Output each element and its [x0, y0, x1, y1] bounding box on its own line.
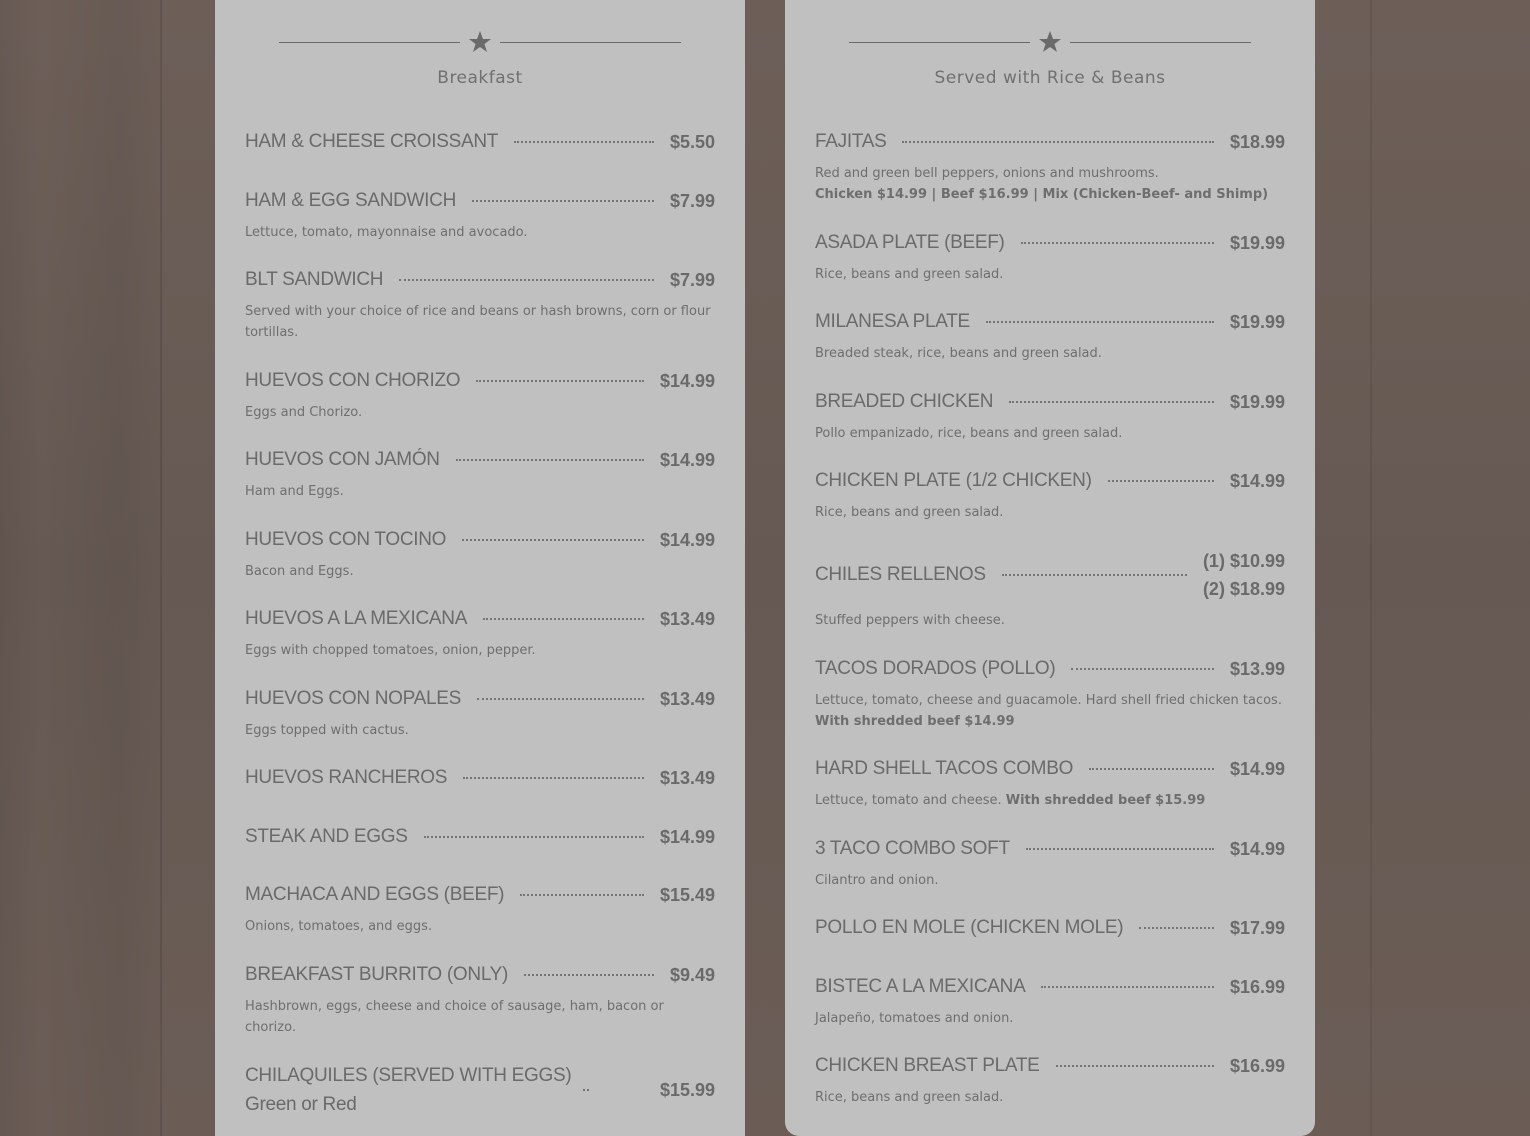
item-price: $13.49 — [659, 608, 715, 629]
dotted-leader — [524, 974, 654, 976]
dotted-leader — [1139, 927, 1214, 929]
item-name: ASADA PLATE (BEEF) — [815, 232, 1005, 253]
dotted-leader — [514, 141, 654, 143]
item-price: $19.99 — [1229, 311, 1285, 332]
dotted-leader — [1056, 1065, 1214, 1067]
item-name: HUEVOS CON NOPALES — [245, 688, 461, 709]
dotted-leader — [583, 1089, 589, 1091]
item-name: MILANESA PLATE — [815, 311, 970, 332]
section-heading: Served with Rice & Beans — [934, 68, 1166, 88]
star-icon — [468, 30, 492, 54]
item-price: (1) $10.99 — [1202, 551, 1285, 571]
menu-item — [815, 973, 1285, 1029]
item-price: $17.99 — [1229, 917, 1285, 938]
menu-item — [245, 526, 715, 582]
menu-item — [815, 128, 1285, 205]
item-price: $16.99 — [1229, 976, 1285, 997]
item-name: CHICKEN BREAST PLATE — [815, 1055, 1040, 1076]
item-name: MACHACA AND EGGS (BEEF) — [245, 884, 505, 905]
item-description: Lettuce, tomato, mayonnaise and avocado. — [245, 225, 528, 240]
item-price: $16.99 — [1229, 1055, 1285, 1076]
item-name: HUEVOS RANCHEROS — [245, 767, 448, 788]
dotted-leader — [1009, 401, 1214, 403]
item-description — [815, 163, 1285, 205]
section-heading: Breakfast — [437, 68, 523, 88]
divider-line — [849, 42, 1030, 43]
item-name: BLT SANDWICH — [245, 269, 384, 290]
desc-text: Lettuce, tomato, cheese and guacamole. Hard shell fried chicken tacos. — [815, 693, 1282, 708]
item-name: BISTEC A LA MEXICANA — [815, 976, 1026, 997]
menu-item — [815, 914, 1285, 942]
item-name: TACOS DORADOS (POLLO) — [815, 658, 1056, 679]
item-name: STEAK AND EGGS — [245, 826, 408, 847]
item-price: $14.99 — [1229, 838, 1285, 859]
menu-item — [815, 229, 1285, 285]
wood-grain — [1370, 0, 1372, 1136]
divider-line — [1070, 42, 1251, 43]
item-description: Served with your choice of rice and beans or hash browns, corn or flour tortillas. — [245, 304, 711, 340]
item-name: HUEVOS CON TOCINO — [245, 529, 447, 550]
item-name: CHILES RELLENOS — [815, 564, 986, 585]
item-name: CHICKEN PLATE (1/2 CHICKEN) — [815, 470, 1092, 491]
menu-panel-breakfast — [215, 0, 745, 1136]
menu-item — [815, 308, 1285, 364]
dotted-leader — [477, 698, 644, 700]
item-name: POLLO EN MOLE (CHICKEN MOLE) — [815, 917, 1124, 938]
item-price: $7.99 — [669, 190, 715, 211]
item-name: BREADED CHICKEN — [815, 391, 994, 412]
item-name: HAM & EGG SANDWICH — [245, 190, 457, 211]
menu-item — [245, 187, 715, 243]
item-price: $7.99 — [669, 269, 715, 290]
dotted-leader — [462, 539, 644, 541]
dotted-leader — [1071, 668, 1214, 670]
item-price-secondary: (2) $18.99 — [1202, 579, 1285, 599]
item-name: HAM & CHEESE CROISSANT — [245, 131, 499, 152]
menu-item — [815, 388, 1285, 444]
dotted-leader — [1108, 480, 1214, 482]
item-price: $14.99 — [659, 370, 715, 391]
item-name: HUEVOS CON JAMÓN — [245, 449, 440, 470]
desc-bold-text: With shredded beef $15.99 — [1005, 793, 1206, 808]
menu-item — [245, 764, 715, 792]
item-description: Rice, beans and green salad. — [815, 505, 1004, 520]
divider-line — [279, 42, 460, 43]
item-description: Cilantro and onion. — [815, 873, 939, 888]
dotted-leader — [456, 459, 644, 461]
item-name: 3 TACO COMBO SOFT — [815, 838, 1010, 859]
dotted-leader — [463, 777, 644, 779]
desc-bold-text: Chicken $14.99 | Beef $16.99 | Mix (Chicken-Beef- and Shimp) — [815, 187, 1269, 202]
menu-item — [245, 961, 715, 1038]
menu-item — [245, 881, 715, 937]
item-description — [815, 690, 1285, 732]
item-subtitle: Green or Red — [245, 1094, 357, 1115]
dotted-leader — [520, 894, 644, 896]
menu-panel-rice-beans — [785, 0, 1315, 1136]
item-price: $13.99 — [1229, 658, 1285, 679]
item-name: BREAKFAST BURRITO (ONLY) — [245, 964, 509, 985]
item-description: Hashbrown, eggs, cheese and choice of sausage, ham, bacon or chorizo. — [245, 999, 664, 1035]
dotted-leader — [424, 836, 644, 838]
dotted-leader — [472, 200, 654, 202]
menu-item — [245, 823, 715, 851]
menu-item — [245, 266, 715, 343]
menu-item — [815, 547, 1285, 631]
item-description: Rice, beans and green salad. — [815, 1090, 1004, 1105]
dotted-leader — [399, 279, 654, 281]
dotted-leader — [1089, 768, 1214, 770]
menu-item — [245, 128, 715, 156]
star-icon — [1038, 30, 1062, 54]
menu-item — [245, 685, 715, 741]
item-price: $5.50 — [669, 131, 715, 152]
item-price: $14.99 — [1229, 758, 1285, 779]
item-name: HUEVOS CON CHORIZO — [245, 370, 461, 391]
item-description: Bacon and Eggs. — [245, 564, 354, 579]
menu-item — [815, 467, 1285, 523]
menu-item — [245, 1061, 715, 1119]
item-price: $14.99 — [659, 529, 715, 550]
dotted-leader — [1026, 848, 1214, 850]
item-name: FAJITAS — [815, 131, 887, 152]
item-price: $13.49 — [659, 688, 715, 709]
item-price: $19.99 — [1229, 232, 1285, 253]
dotted-leader — [1041, 986, 1213, 988]
dotted-leader — [483, 618, 644, 620]
item-name: HARD SHELL TACOS COMBO — [815, 758, 1074, 779]
desc-bold-text: With shredded beef $14.99 — [815, 714, 1015, 729]
item-description: Rice, beans and green salad. — [815, 267, 1004, 282]
menu-item — [245, 367, 715, 423]
item-name: CHILAQUILES (SERVED WITH EGGS) — [245, 1065, 572, 1086]
item-description — [815, 790, 1285, 811]
item-price: $14.99 — [1229, 470, 1285, 491]
item-description: Eggs with chopped tomatoes, onion, pepper. — [245, 643, 536, 658]
item-price: $15.99 — [659, 1079, 715, 1100]
wood-grain — [160, 0, 162, 1136]
item-name: HUEVOS A LA MEXICANA — [245, 608, 468, 629]
dotted-leader — [1002, 574, 1187, 576]
item-description: Eggs topped with cactus. — [245, 723, 409, 738]
menu-item — [815, 755, 1285, 811]
desc-text: Lettuce, tomato and cheese. — [815, 793, 1002, 808]
item-price: $14.99 — [659, 449, 715, 470]
item-price: $18.99 — [1229, 131, 1285, 152]
menu-item — [245, 605, 715, 661]
menu-item — [245, 446, 715, 502]
item-price: $13.49 — [659, 767, 715, 788]
item-description: Breaded steak, rice, beans and green salad. — [815, 346, 1102, 361]
dotted-leader — [1021, 242, 1214, 244]
menu-item — [815, 835, 1285, 891]
item-description: Pollo empanizado, rice, beans and green salad. — [815, 426, 1123, 441]
item-price: $19.99 — [1229, 391, 1285, 412]
dotted-leader — [902, 141, 1213, 143]
dotted-leader — [986, 321, 1214, 323]
item-description: Eggs and Chorizo. — [245, 405, 363, 420]
desc-text: Red and green bell peppers, onions and mushrooms. — [815, 166, 1159, 181]
item-price: $15.49 — [659, 884, 715, 905]
menu-item — [815, 655, 1285, 732]
item-description: Ham and Eggs. — [245, 484, 344, 499]
item-price: $14.99 — [659, 826, 715, 847]
menu-item — [815, 1052, 1285, 1108]
item-description: Stuffed peppers with cheese. — [815, 613, 1005, 628]
dotted-leader — [476, 380, 644, 382]
item-description: Onions, tomatoes, and eggs. — [245, 919, 433, 934]
item-description: Jalapeño, tomatoes and onion. — [815, 1011, 1014, 1026]
divider-line — [500, 42, 681, 43]
item-price: $9.49 — [669, 964, 715, 985]
